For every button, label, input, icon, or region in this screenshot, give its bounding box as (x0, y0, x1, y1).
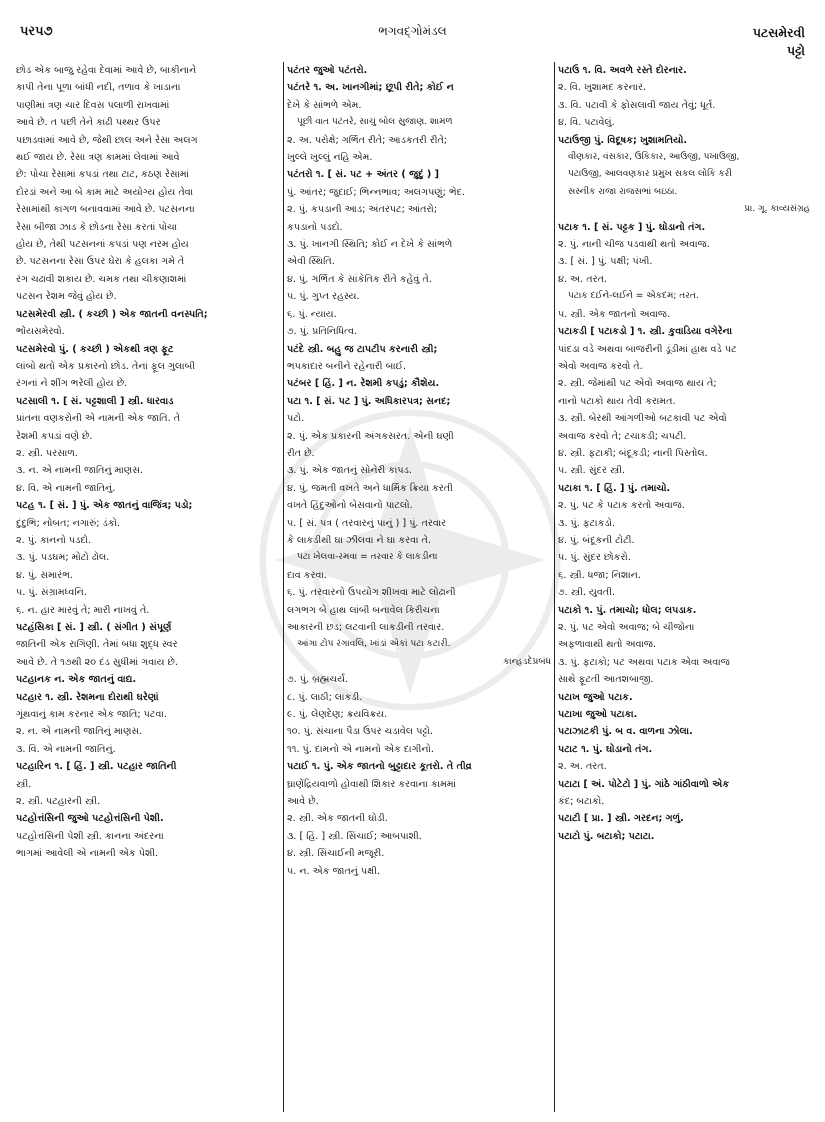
entry-line: કંદ; બટાકો. (558, 796, 605, 808)
entry-line: ૬. સ્ત્રી. ધજા; નિશાન. (558, 569, 641, 581)
entry-line: આવે છે. તે ૧૭થી ૨૦ દંડ સુધીમાં ગવાય છે. (16, 656, 178, 668)
entry-line: ૭. સ્ત્રી. યુવતી. (558, 587, 616, 599)
entry-line: ૫. સ્ત્રી. એક જાતનો અવાજ. (558, 308, 671, 320)
entry-line: પટસમેરવો પું. ( કચ્છી ) એકથી ત્રણ ફૂટ (16, 343, 174, 355)
entry-line: ૫. ન. એક જાતનું પક્ષી. (287, 865, 380, 877)
entry-line: ૧૧. પું. દામનો એ નામનો એક દાગીનો. (287, 743, 434, 755)
entry-range-bottom: પટ્ટો (786, 43, 805, 58)
entry-line: પટા ૧. [ સં. પટ ] પું. અધિકારપત્ર; સનદ; (287, 395, 451, 407)
entry-line: રેશમી કપડાં વણે છે. (16, 430, 93, 442)
entry-line: ૬. ન. હાર મારવું તે; મારી નાખવું તે. (16, 604, 150, 616)
entry-line: પાણીમાં ત્રણ ચાર દિવસ પલાળી રાખવામાં (16, 99, 170, 111)
entry-line: છે. પટસનના રેસા ઉપર ઘેરા કે હલકા ગમે તે (16, 256, 185, 268)
entry-line: ભાગમાં આવેલી એ નામની એક પેશી. (16, 848, 159, 860)
entry-line: પટાઉ ૧. વિ. અવળે રસ્તે દોરનાર. (558, 65, 687, 76)
entry-line: છે: પોચા રેસામાં કપડાં તથા ટાટ, કઠણ રેસામાં (16, 169, 190, 181)
entry-line: પટંતર જુઓ પટંતરો. (287, 65, 368, 76)
entry-line: રંગ ચઢાવી શકાય છે. ચમક તથા ચીકણાશમાં (16, 273, 187, 285)
entry-line: એવી સ્થિતિ. (287, 256, 335, 268)
entry-line: ૪. વિ. પટાવેલું. (558, 117, 615, 129)
entry-line: ૭. પું. બ્રહ્મચર્ય. (287, 674, 349, 686)
entry-line: પું. આંતર; જુદાઈ; ભિન્નભાવ; અલગપણું; ભેદ. (287, 186, 466, 198)
entry-line: ૪. અ. તરત. (558, 273, 607, 285)
entry-line: પછાડવામાં આવે છે, જેથી છાલ અને રેસા અલગ (16, 134, 198, 146)
entry-line: કપડાનો પડદો. (287, 221, 343, 233)
entry-line: દુંદુભિ; નોબત; નગારું; ડંકો. (16, 517, 121, 529)
entry-line: દેખે કે સાંભળે એમ. (287, 99, 362, 111)
entry-line: ૨. પું. પટ કે પટાક કરતો અવાજ. (558, 500, 685, 512)
entry-line: ૩. પું. ફટાકો; પટ અથવા પટાક એવા અવાજ (558, 656, 730, 668)
entry-line: ૫. પું. ગુપ્ત રહસ્ય. (287, 291, 360, 303)
entry-line: ૨. સ્ત્રી. એક જાતની ઘોડી. (287, 813, 388, 825)
entry-line: ૪. પું. બંદૂકની ટોટી. (558, 534, 635, 546)
column-divider (283, 62, 284, 1112)
entry-line: પટાઉજી પું. વિદૂષક; ખુશામતિયો. (558, 134, 687, 146)
entry-line: રેસામાંથી કાગળ બનાવવામાં આવે છે. પટસનના (16, 204, 195, 216)
entry-line: ૬. પું. તરવારનો ઉપયોગ શીખવા માટે લોઢાની (287, 587, 456, 599)
entry-line: ૨. અ. તરત. (558, 761, 607, 773)
entry-line: ૪. સ્ત્રી. સિંચાઈની મજૂરી. (287, 848, 385, 860)
entry-line: છોડ એક બાજુ રહેવા દેવામાં આવે છે, બાકીનાને (16, 65, 197, 76)
entry-line: ૫. [ સં. પત્ર ( તરવારનું પાનું ) ] પું. તરવાર (287, 517, 447, 529)
entry-line: સાથે ફૂટતી આતશબાજી. (558, 674, 654, 686)
entry-line: ૨. સ્ત્રી. પરસાળ. (16, 447, 78, 459)
entry-line: ૪. વિ. એ નામની જાતિનું. (16, 482, 116, 494)
entry-line: ૨. સ્ત્રી. પટહારની સ્ત્રી. (16, 796, 101, 808)
entry-line: થઈ જાય છે. રેસા ત્રણ કામમાં લેવામાં આવે (16, 152, 180, 164)
entry-line: ૫. પું. સુંદર છોકરો. (558, 552, 631, 564)
entry-line: પટસન રેશમ જેવું હોય છે. (16, 291, 117, 303)
entry-line: ૨. પું. કાનનો પડદો. (16, 534, 92, 546)
entry-line: પટાક દઈને-લઈને = એકદમ; તરત. (568, 291, 699, 302)
entry-line: ૨. વિ. ખુશામદ કરનાર. (558, 82, 647, 94)
entry-line: પૂછી વાત પટંતરે, સાચું બોલ સુજાણ. શામળ (297, 117, 453, 128)
entry-line: આકારની છડ; લટવાની લાકડીની તરવાર. (287, 622, 445, 633)
entry-line: પટહ ૧. [ સં. ] પું. એક જાતનું વાજિંત્ર; પડો; (16, 500, 193, 512)
page-header (20, 18, 805, 62)
entry-line: ભોંયસમેરવો. (16, 326, 65, 338)
entry-line: ઘ્રાણેંદ્રિયવાળો હોવાથી શિકાર કરવાના કામમાં (287, 778, 456, 790)
entry-line: પટાટ ૧. પું. ઘોડાનો તંગ. (558, 743, 653, 755)
entry-line: ૩. સ્ત્રી. બેરથી આંગળીઓ બટકાવી પટ એવો (558, 413, 727, 425)
entry-line: ૪. પું. સમારંભ. (16, 569, 73, 581)
entry-line: ૨. અ. પરોક્ષે; ગર્ભિત રીતે; આડકતરી રીતે; (287, 134, 448, 146)
entry-line: ૨. પું. નાની ચીજ પડવાથી થતો અવાજ. (558, 239, 710, 251)
entry-line: ૩. પું. એક જાતનું સોનેરી કાપડ. (287, 465, 412, 477)
entry-line: આવે છે. ત પછી તેને કાઢી પથ્થર ઉપર (16, 117, 161, 129)
entry-line: ૩. પું. પડઘમ; મોટો ઢોલ. (16, 552, 110, 564)
entry-line: કાપી તેના પૂળા બાંધી નદી, તળાવ કે ખાડાના (16, 82, 181, 94)
page-number: પરપ૭ (20, 24, 53, 39)
entry-line: ૮. પું. લાઠી; લાકડી. (287, 691, 363, 703)
entry-line: પટાટા [ અં. પોટેટો ] પું. ગાંઠે ગાંઠીવાળો એક (558, 778, 730, 790)
column-divider (554, 62, 555, 1112)
entry-line: પટો. (287, 413, 305, 425)
entry-line: પટાઝાટકી પું. બ વ. વાળના ઝોલા. (558, 726, 693, 738)
entry-line: અવાજ કરવો તે; ટચાકડી; ચપટી. (558, 430, 687, 442)
entry-line: ૩. [ હિં. ] સ્ત્રી. સિંચાઈ; આબપાશી. (287, 830, 422, 842)
entry-line: પટાઉજી, આલવણકાર પ્રમુખ સકલ લોકિ કરી (568, 169, 732, 180)
column-2 (287, 62, 551, 1112)
entry-line: ભપકાદાર બનીને રહેનારી બાઈ. (287, 360, 407, 372)
entry-line: ૨. પું. કપડાની આડ; અંતરપટ; આંતરો; (287, 204, 438, 216)
entry-line: પટહોત્તંસિની પેશી સ્ત્રી. કાનના અંદરના (16, 830, 164, 842)
entry-line: આવે છે. (287, 796, 319, 808)
entry-line: પટાખ જુઓ પટાક. (558, 691, 633, 703)
entry-line: પટસમેરવી સ્ત્રી. ( કચ્છી ) એક જાતની વનસ્પતિ; (16, 308, 208, 320)
entry-line: કે લાકડીથી ઘા ઝીલવા ને ઘા કરવા તે. (287, 534, 431, 546)
entry-line: ૨. પું. એક પ્રકારની અંગકસરત. એની ઘણી (287, 430, 454, 442)
entry-line: ૯. પું. લેણદેણ; ક્રયવિક્રય. (287, 709, 388, 721)
entry-line: પટહારિન ૧. [ હિં. ] સ્ત્રી. પટહાર જાતિની (16, 761, 177, 773)
column-3 (558, 62, 810, 1112)
entry-line: ૨. પું. પટ એવો અવાજ; બે ચીજોના (558, 622, 695, 633)
entry-line: સસ્નીક રાજા રાજસભાં બઇઠા. (568, 186, 678, 197)
entry-line: ૪. પું. જમતી વખતે અને ધાર્મિક ક્રિયા કરતી (287, 482, 453, 494)
entry-line: પટા ખેલવા-રમવા = તરવાર કે લાકડીના (297, 552, 438, 563)
entry-line: પટાક ૧. [ સં. પટ્ટક ] પું. ઘોડાનો તંગ. (558, 221, 706, 233)
entry-line: ૩. વિ. એ નામની જાતિનું. (16, 743, 116, 755)
entry-line: વીણકાર, વંસકાર, ઉકિકાર, આઉજી, પખાઉજી, (568, 152, 740, 163)
entry-line: ૨. સ્ત્રી. જેમાંથી પટ એવો અવાજ થાય તે; (558, 378, 717, 390)
entry-line: ૭. પું. પ્રતિનિધિત્વ. (287, 326, 358, 338)
entry-line: ૧૦. પું. સંચાના પૈડા ઉપર ચડાવેલ પટ્ટો. (287, 726, 434, 738)
entry-line: સ્ત્રી. (16, 778, 32, 790)
entry-line: પાંદડા વડે અથવા બાજરીની ડૂંડીમાં હાથ વડે પટ (558, 343, 737, 355)
entry-line: લગભગ બે હાથ લાંબી બનાવેલ કિરીચના (287, 604, 440, 616)
entry-line: આંગા ટોપ રંગાવલિ, ખાંડાં એકાં પટા કટારી. (297, 639, 451, 650)
entry-line: હોય છે, તેથી પટસનનાં કપડાં પણ નરમ હોય (16, 239, 189, 251)
entry-line: પટાકા ૧. [ હિં. ] પું. તમાચો. (558, 482, 671, 494)
entry-line: પટહંસિકા [ સં. ] સ્ત્રી. ( સંગીત ) સંપૂર્ણ (16, 622, 172, 633)
entry-line: ૨. ન. એ નામની જાતિનું માણસ. (16, 726, 143, 738)
entry-line: કાન્હડદેપ્રબંધ (503, 656, 551, 667)
entry-line: ૩. [ સં. ] પું. પક્ષી; પંખી. (558, 256, 653, 268)
entry-range-top: પટસમેરવી (752, 25, 805, 40)
entry-line: ૬. પું. ન્યાય. (287, 308, 337, 320)
entry-line: પટંદે સ્ત્રી. બહુ જ ટાપટીપ કરનારી સ્ત્રી; (287, 343, 438, 355)
entry-line: રીત છે. (287, 447, 315, 459)
entry-line: પટાકો ૧. પું. તમાચો; ધોલ; લપડાક. (558, 604, 697, 616)
book-title: ભગવદ્ગોમંડલ (378, 24, 447, 38)
dictionary-body (16, 62, 811, 1112)
entry-range (753, 24, 805, 60)
entry-line: પટાટો પું. બટાકો; પટાટા. (558, 830, 655, 842)
entry-line: પ્રાંતના વણકરોની એ નામની એક જાતિ. તે (16, 413, 181, 425)
entry-line: ૩. વિ. પટાવી કે ફોસલાવી જાય તેવું; ધૂર્ત. (558, 99, 716, 111)
entry-line: જાતિની એક રાગિણી. તેમાં બધા શુદ્ધ સ્વર (16, 639, 178, 651)
entry-line: ખુલ્લે ખુલ્લું નહિ એમ. (287, 152, 373, 164)
entry-line: વખતે હિંદુઓનો બેસવાનો પાટલો. (287, 500, 413, 512)
entry-line: એવો અવાજ કરવો તે. (558, 360, 643, 372)
entry-line: અફળાવાથી થતો અવાજ. (558, 639, 657, 651)
entry-line: નાનો પટાકો થાય તેવી કરામત. (558, 395, 676, 407)
entry-line: પટંબર [ હિં. ] ન. રેશમી કપડું; કૌશેય. (287, 378, 440, 390)
entry-line: ૫. પું. સંગ્રામધ્વનિ. (16, 587, 87, 599)
entry-line: રેસા બીજા ઝાડ કે છોડના રેસા કરતાં પોચા (16, 221, 178, 233)
entry-line: લાંબો થતો એક પ્રકારનો છોડ. તેનાં ફૂલ ગુલાબી (16, 360, 196, 372)
entry-line: પટહાનક ન. એક જાતનું વાદ્ય. (16, 674, 137, 686)
entry-line: ગૂંથવાનું કામ કરનાર એક જાતિ; પટવા. (16, 709, 167, 721)
column-1 (16, 62, 280, 1112)
entry-line: ૩. પું. ફટાકડો. (558, 517, 616, 529)
entry-line: રંગનાં ને શીંગ ભરેલી હોય છે. (16, 378, 128, 390)
entry-line: ૫. સ્ત્રી. સુંદર સ્ત્રી. (558, 465, 626, 477)
entry-line: દોરડાં અને આ બે કામ માટે અયોગ્ય હોય તેવા (16, 186, 194, 198)
entry-line: પટંતરે ૧. અ. ખાનગીમાં; છૂપી રીતે; કોઈ ન (287, 82, 454, 94)
entry-line: ૩. ન. એ નામની જાતિનું માણસ. (16, 465, 144, 477)
entry-line: પટાઈ ૧. પું. એક જાતનો બુટ્ટાદાર કૂતરો. તે તીવ્ર (287, 761, 472, 773)
entry-line: પટંતરો ૧. [ સં. પટ + અંતર ( જુદું ) ] (287, 169, 439, 181)
entry-line: પ્રા. ગૂ. કાવ્યસંગ્રહ (744, 204, 810, 215)
entry-line: ૪. પું. ગર્ભિત કે સાંકેતિક રીતે કહેવું તે. (287, 273, 432, 285)
entry-line: દાવ કરવા. (287, 569, 327, 581)
entry-line: પટસાલી ૧. [ સં. પટ્ટશાલી ] સ્ત્રી. ધારવાડ (16, 395, 174, 407)
entry-line: પટાટી [ પ્રા. ] સ્ત્રી. ગરદન; ગળું. (558, 813, 684, 825)
entry-line: ૩. પું. ખાનગી સ્થિતિ; કોઈ ન દેખે કે સાંભળે (287, 239, 453, 251)
entry-line: પટાકડી [ પટાકડો ] ૧. સ્ત્રી. કુવાડિયા વગેરેના (558, 326, 733, 338)
entry-line: પટહોત્તંસિની જુઓ પટહોત્તંસિની પેશી. (16, 813, 164, 825)
entry-line: પટાખા જુઓ પટાકા. (558, 709, 638, 721)
entry-line: પટહાર ૧. સ્ત્રી. રેશમના દોરાથી ઘરેણાં (16, 691, 159, 703)
entry-line: ૪. સ્ત્રી. ફટાકી; બંદૂકડી; નાની પિસ્તોલ. (558, 447, 708, 459)
